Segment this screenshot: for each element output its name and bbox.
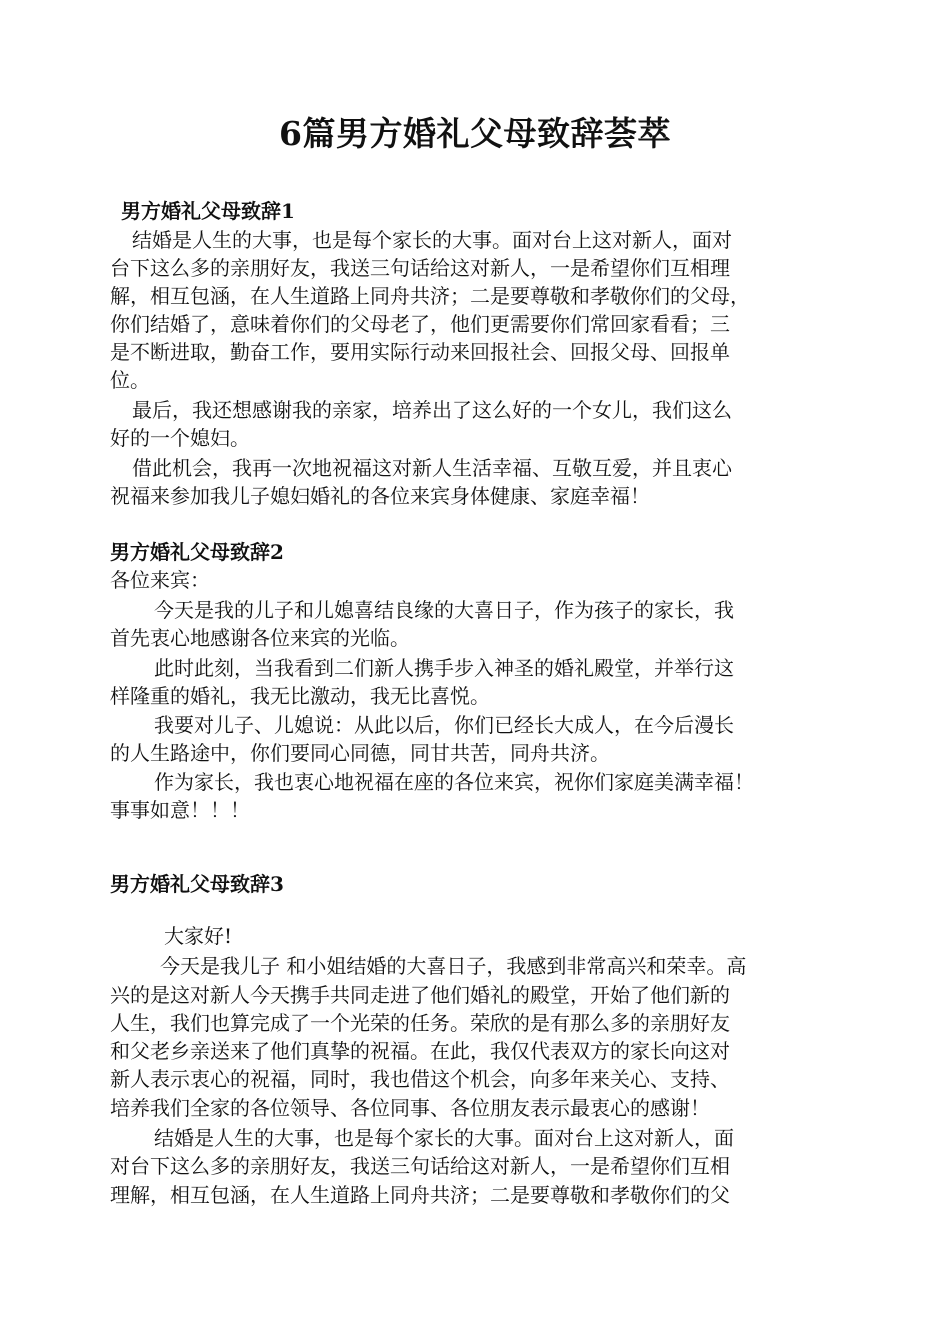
paragraph-line: 我要对儿子、儿媳说：从此以后，你们已经长大成人，在今后漫长 — [154, 713, 734, 737]
paragraph-line: 首先衷心地感谢各位来宾的光临。 — [110, 626, 410, 650]
section-heading: 男方婚礼父母致辞1 — [121, 199, 295, 223]
paragraph-line: 兴的是这对新人今天携手共同走进了他们婚礼的殿堂，开始了他们新的 — [110, 983, 730, 1007]
paragraph-line: 借此机会，我再一次地祝福这对新人生活幸福、互敬互爱，并且衷心 — [132, 456, 732, 480]
paragraph-line: 新人表示衷心的祝福，同时，我也借这个机会，向多年来关心、支持、 — [110, 1067, 730, 1091]
paragraph-line: 理解，相互包涵，在人生道路上同舟共济；二是要尊敬和孝敬你们的父 — [110, 1183, 730, 1207]
paragraph-line: 台下这么多的亲朋好友，我送三句话给这对新人，一是希望你们互相理 — [110, 256, 730, 280]
paragraph-line: 大家好! — [164, 924, 233, 948]
document-title: 6篇男方婚礼父母致辞荟萃 — [279, 114, 671, 153]
paragraph-line: 样隆重的婚礼，我无比激动，我无比喜悦。 — [110, 684, 490, 708]
paragraph-line: 你们结婚了，意味着你们的父母老了，他们更需要你们常回家看看；三 — [110, 312, 730, 336]
paragraph-line: 对台下这么多的亲朋好友，我送三句话给这对新人，一是希望你们互相 — [110, 1154, 730, 1178]
paragraph-line: 结婚是人生的大事，也是每个家长的大事。面对台上这对新人，面 — [154, 1126, 734, 1150]
paragraph-line: 最后，我还想感谢我的亲家，培养出了这么好的一个女儿，我们这么 — [132, 398, 732, 422]
paragraph-line: 今天是我儿子 和小姐结婚的大喜日子，我感到非常高兴和荣幸。高 — [160, 954, 747, 978]
paragraph-line: 的人生路途中，你们要同心同德，同甘共苦，同舟共济。 — [110, 741, 610, 765]
paragraph-line: 作为家长，我也衷心地祝福在座的各位来宾，祝你们家庭美满幸福！ — [154, 770, 754, 794]
section-heading: 男方婚礼父母致辞2 — [110, 540, 284, 564]
paragraph-line: 是不断进取，勤奋工作，要用实际行动来回报社会、回报父母、回报单 — [110, 340, 730, 364]
paragraph-line: 位。 — [110, 368, 150, 392]
paragraph-line: 事事如意！！！ — [110, 798, 250, 822]
paragraph-line: 各位来宾： — [110, 568, 210, 592]
paragraph-line: 结婚是人生的大事，也是每个家长的大事。面对台上这对新人，面对 — [132, 228, 732, 252]
paragraph-line: 祝福来参加我儿子媳妇婚礼的各位来宾身体健康、家庭幸福！ — [110, 484, 650, 508]
paragraph-line: 培养我们全家的各位领导、各位同事、各位朋友表示最衷心的感谢！ — [110, 1096, 710, 1120]
paragraph-line: 今天是我的儿子和儿媳喜结良缘的大喜日子，作为孩子的家长，我 — [154, 598, 734, 622]
paragraph-line: 此时此刻，当我看到二们新人携手步入神圣的婚礼殿堂，并举行这 — [154, 656, 734, 680]
paragraph-line: 人生，我们也算完成了一个光荣的任务。荣欣的是有那么多的亲朋好友 — [110, 1011, 730, 1035]
paragraph-line: 和父老乡亲送来了他们真挚的祝福。在此，我仅代表双方的家长向这对 — [110, 1039, 730, 1063]
section-heading: 男方婚礼父母致辞3 — [110, 872, 284, 896]
paragraph-line: 解，相互包涵，在人生道路上同舟共济；二是要尊敬和孝敬你们的父母， — [110, 284, 750, 308]
paragraph-line: 好的一个媳妇。 — [110, 426, 250, 450]
